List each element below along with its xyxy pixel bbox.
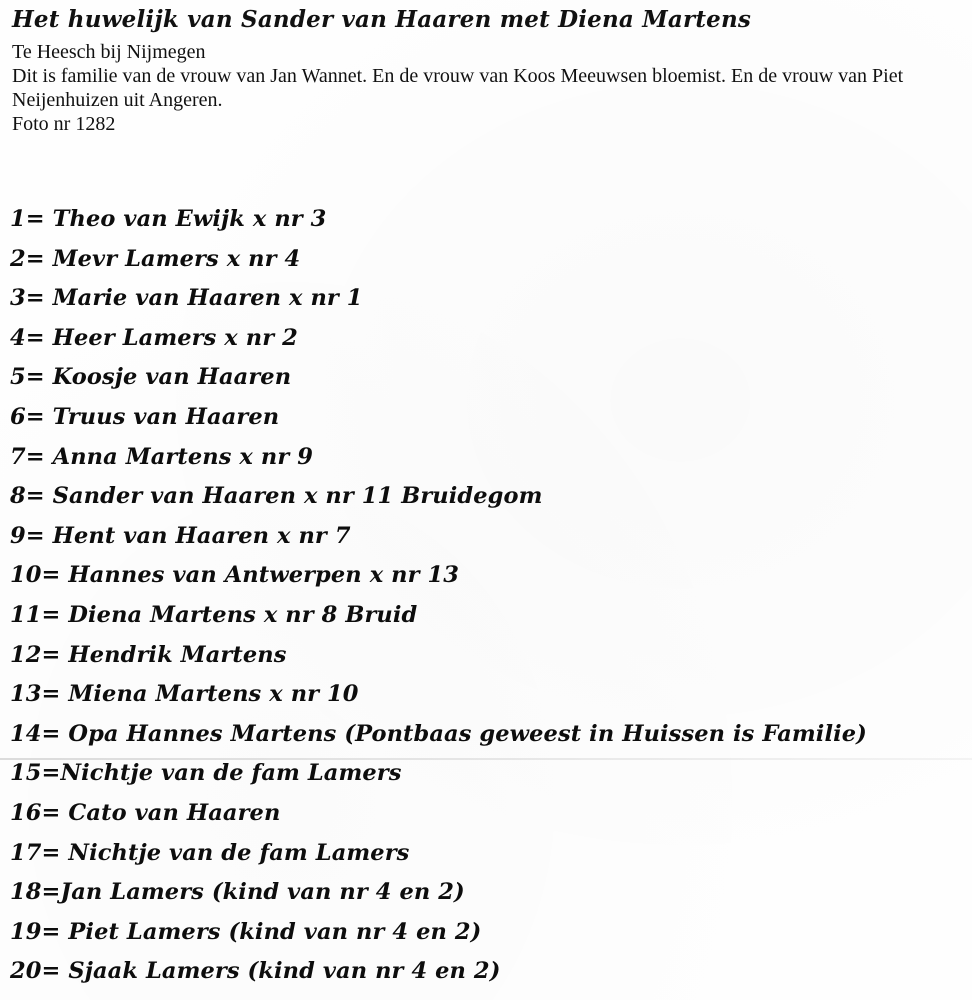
person-entry: 7= Anna Martens x nr 9 — [10, 443, 313, 470]
person-entry: 9= Hent van Haaren x nr 7 — [10, 522, 351, 549]
person-entry: 18=Jan Lamers (kind van nr 4 en 2) — [10, 879, 465, 906]
person-entry: 5= Koosje van Haaren — [10, 364, 292, 391]
person-entry: 4= Heer Lamers x nr 2 — [10, 324, 298, 351]
person-entry: 17= Nichtje van de fam Lamers — [10, 839, 410, 866]
description-text: Dit is familie van de vrouw van Jan Wannet. En de vrouw van Koos Meeuwsen bloemist. En de vrouw van Piet Neijenhuizen uit Angeren. — [12, 65, 904, 111]
person-entry: 8= Sander van Haaren x nr 11 Bruidegom — [10, 483, 543, 510]
person-entry: 1= Theo van Ewijk x nr 3 — [10, 206, 327, 232]
person-entry: 2= Mevr Lamers x nr 4 — [10, 245, 301, 272]
person-entry: 20= Sjaak Lamers (kind van nr 4 en 2) — [10, 958, 501, 985]
person-list — [10, 200, 867, 992]
document-info — [12, 40, 967, 136]
person-entry: 13= Miena Martens x nr 10 — [10, 681, 359, 708]
person-entry: 12= Hendrik Martens — [10, 641, 287, 668]
document-title: Het huwelijk van Sander van Haaren met Diena Martens — [12, 6, 752, 33]
person-entry: 19= Piet Lamers (kind van nr 4 en 2) — [10, 918, 482, 945]
person-entry: 15=Nichtje van de fam Lamers — [10, 760, 402, 787]
person-entry: 16= Cato van Haaren — [10, 799, 281, 826]
person-entry: 3= Marie van Haaren x nr 1 — [10, 285, 363, 312]
location-text: Te Heesch bij Nijmegen — [12, 41, 206, 63]
person-entry: 14= Opa Hannes Martens (Pontbaas geweest in Huissen is Familie) — [10, 720, 867, 747]
person-entry: 10= Hannes van Antwerpen x nr 13 — [10, 562, 460, 589]
person-entry: 6= Truus van Haaren — [10, 403, 280, 430]
person-entry: 11= Diena Martens x nr 8 Bruid — [10, 601, 418, 628]
photo-number: Foto nr 1282 — [12, 113, 116, 135]
